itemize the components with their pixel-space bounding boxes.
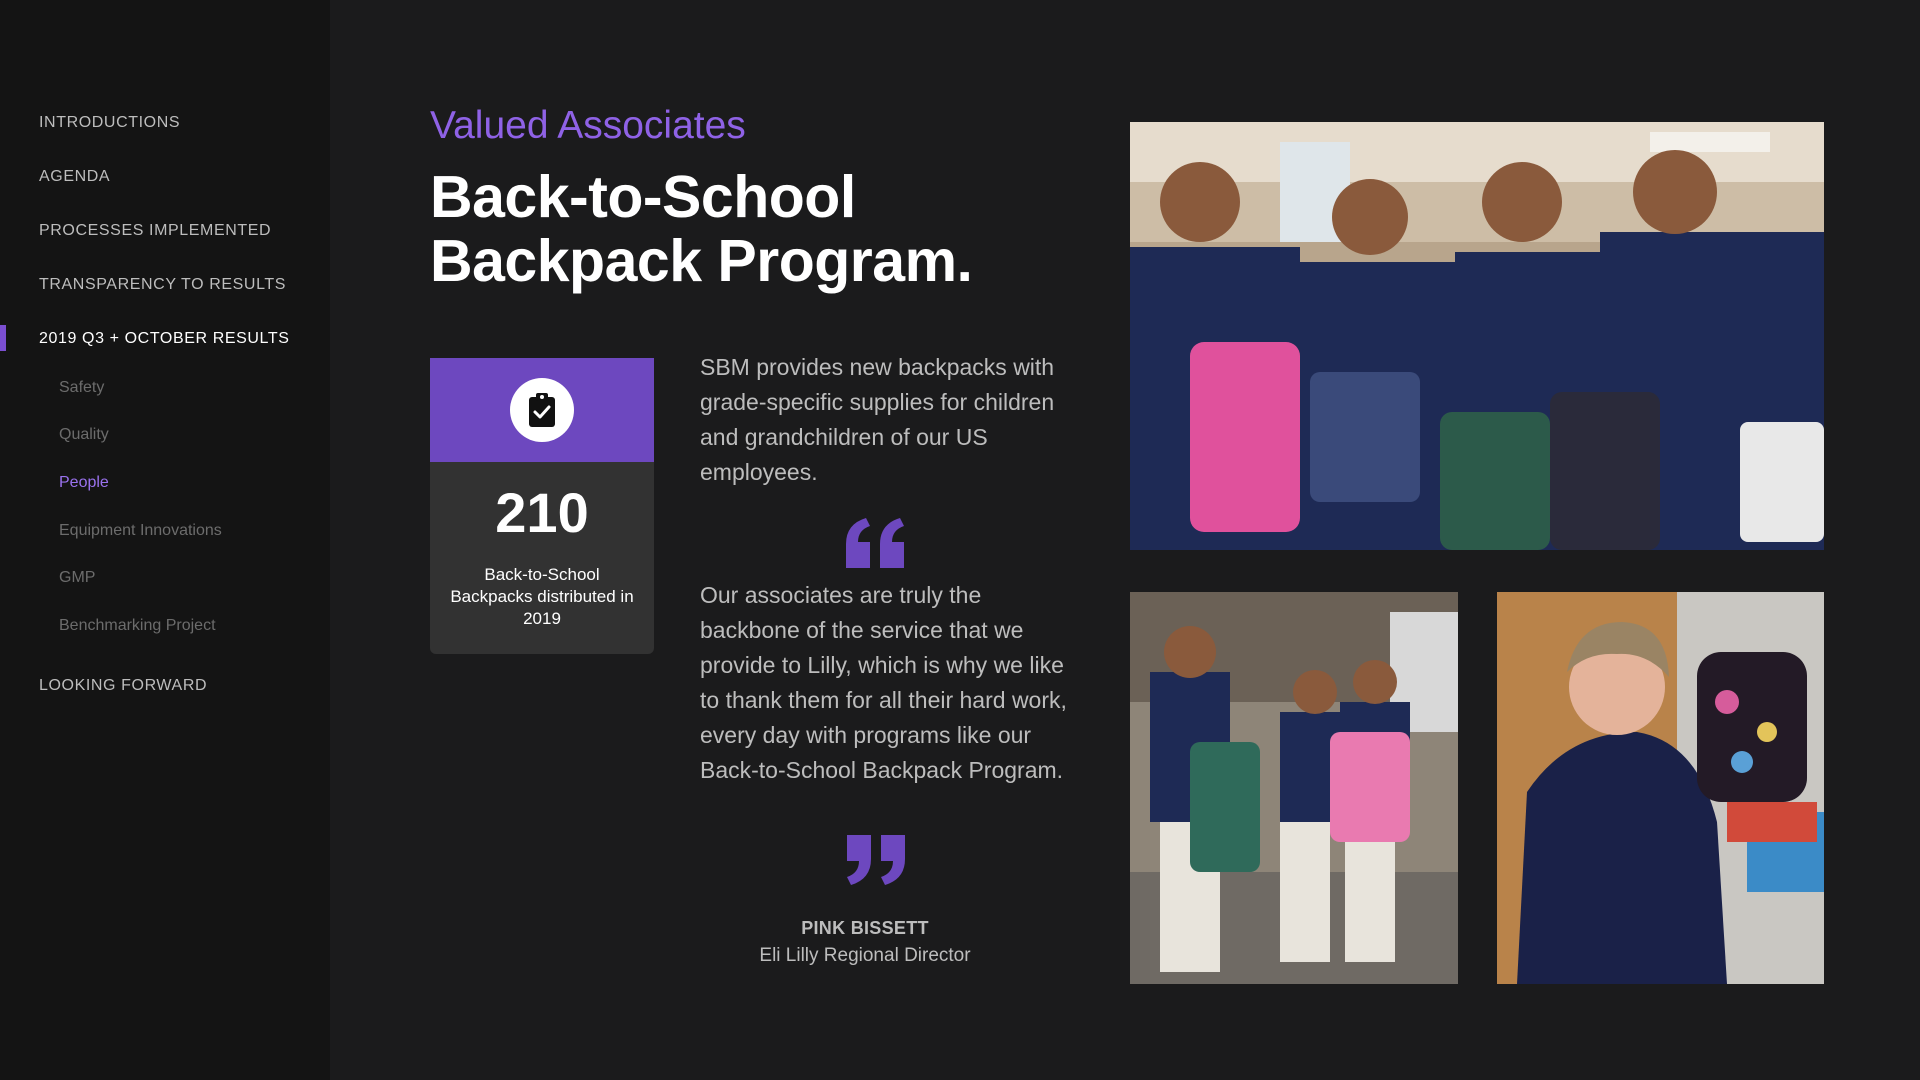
nav-item-2019-q3-october-results[interactable]: 2019 Q3 + OCTOBER RESULTS bbox=[39, 330, 290, 347]
subnav-item-safety[interactable]: Safety bbox=[59, 379, 105, 396]
stat-number: 210 bbox=[495, 481, 589, 544]
active-indicator bbox=[0, 325, 6, 351]
subnav-item-equipment-innovations[interactable]: Equipment Innovations bbox=[59, 522, 222, 539]
stat-label: Back-to-School Backpacks distributed in 2019 bbox=[450, 565, 634, 628]
open-quote-icon bbox=[844, 518, 908, 570]
stat-card bbox=[430, 358, 654, 654]
photo-associate-with-backpack bbox=[1497, 592, 1824, 984]
program-description: SBM provides new backpacks with grade-specific supplies for children and grandchildren of our US employees. bbox=[700, 354, 1055, 485]
nav-item-agenda[interactable]: AGENDA bbox=[39, 168, 111, 185]
nav-item-transparency-to-results[interactable]: TRANSPARENCY TO RESULTS bbox=[39, 276, 287, 293]
close-quote-icon bbox=[843, 833, 907, 885]
photo-group-associates bbox=[1130, 122, 1824, 550]
subnav-item-benchmarking-project[interactable]: Benchmarking Project bbox=[59, 617, 216, 634]
stat-card-header bbox=[430, 358, 654, 462]
quote-author-role: Eli Lilly Regional Director bbox=[759, 945, 971, 966]
section-kicker: Valued Associates bbox=[430, 104, 746, 147]
subnav-item-quality[interactable]: Quality bbox=[59, 426, 109, 443]
page-title: Back-to-School Backpack Program. bbox=[430, 164, 973, 294]
sidebar-nav bbox=[0, 0, 330, 1080]
nav-item-looking-forward[interactable]: LOOKING FORWARD bbox=[39, 677, 208, 694]
photo-associates-group-2 bbox=[1130, 592, 1458, 984]
clipboard-check-icon bbox=[510, 378, 574, 442]
subnav-item-gmp[interactable]: GMP bbox=[59, 569, 96, 586]
quote-author: PINK BISSETT bbox=[801, 918, 929, 938]
nav-item-processes-implemented[interactable]: PROCESSES IMPLEMENTED bbox=[39, 222, 272, 239]
quote-text: Our associates are truly the backbone of the service that we provide to Lilly, which is why we like to thank them for all their hard work, every day with programs like our Back-to-School Backpack Program. bbox=[700, 582, 1067, 783]
subnav-item-people[interactable]: People bbox=[59, 474, 109, 491]
nav-item-introductions[interactable]: INTRODUCTIONS bbox=[39, 114, 181, 131]
